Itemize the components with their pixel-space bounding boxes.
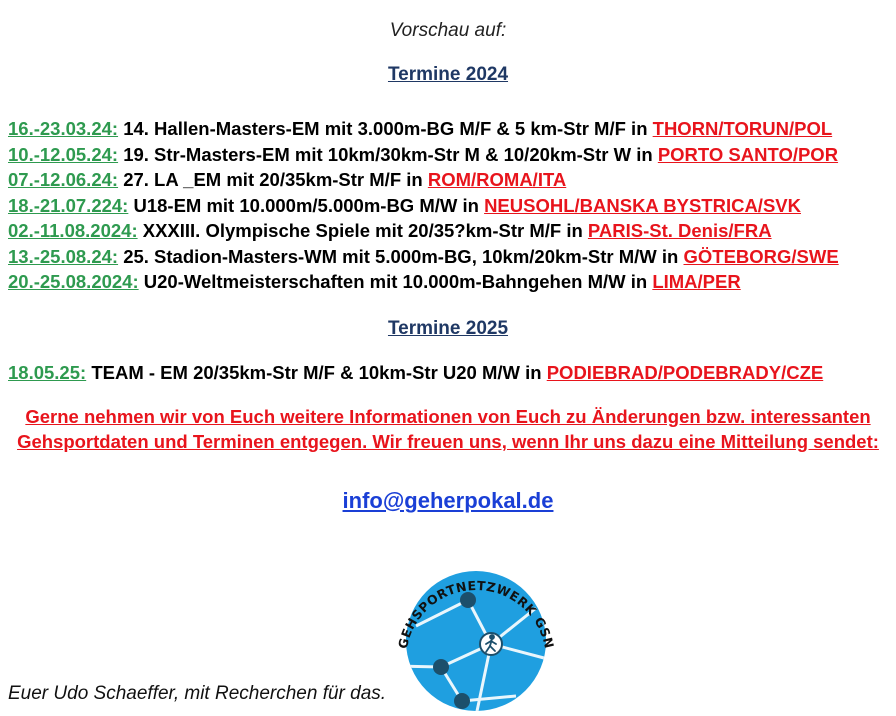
event-row <box>8 269 888 295</box>
event-date: 07.-12.06.24: <box>8 169 119 190</box>
event-row <box>8 218 888 244</box>
event-description: 14. Hallen-Masters-EM mit 3.000m-BG M/F & 5 km-Str M/F in <box>118 118 653 139</box>
notice-text <box>0 404 896 454</box>
event-date: 20.-25.08.2024: <box>8 271 139 292</box>
event-row <box>8 360 888 386</box>
event-place-link[interactable]: THORN/TORUN/POL <box>652 118 833 139</box>
event-date: 10.-12.05.24: <box>8 143 119 165</box>
notice-line-1: Gerne nehmen wir von Euch weitere Informationen von Euch zu Änderungen bzw. interessanten <box>25 406 871 427</box>
event-date: 13.-25.08.24: <box>8 245 119 267</box>
event-place-link[interactable]: LIMA/PER <box>652 271 741 292</box>
event-description: U20-Weltmeisterschaften mit 10.000m-Bahngehen M/W in <box>138 271 653 292</box>
event-row <box>8 167 888 193</box>
events-2024-list <box>8 116 888 295</box>
event-place-link[interactable]: ROM/ROMA/ITA <box>427 169 567 190</box>
event-description: TEAM - EM 20/35km-Str M/F & 10km-Str U20 M/W in <box>86 362 547 383</box>
event-row <box>8 142 888 168</box>
contact-email-link[interactable]: info@geherpokal.de <box>342 488 554 513</box>
event-date: 18.-21.07.224: <box>8 194 129 216</box>
event-date: 16.-23.03.24: <box>8 118 119 139</box>
event-date: 18.05.25: <box>8 362 87 383</box>
event-place-link[interactable]: PODIEBRAD/PODEBRADY/CZE <box>546 362 824 383</box>
event-description: 19. Str-Masters-EM mit 10km/30km-Str M & 10/20km-Str W in <box>118 143 658 165</box>
event-date: 02.-11.08.2024: <box>8 220 138 241</box>
event-place-link[interactable]: PORTO SANTO/POR <box>657 143 839 165</box>
event-description: 27. LA _EM mit 20/35km-Str M/F in <box>118 169 428 190</box>
walker-network-logo-icon <box>376 536 572 712</box>
heading-2025: Termine 2025 <box>387 318 509 339</box>
signature: Euer Udo Schaeffer, mit Recherchen für das. <box>8 683 387 704</box>
heading-2024: Termine 2024 <box>387 64 509 85</box>
event-row <box>8 193 888 219</box>
event-description: 25. Stadion-Masters-WM mit 5.000m-BG, 10km/20km-Str M/W in <box>118 245 684 267</box>
events-2025-list <box>8 360 888 386</box>
notice-line-2: Gehsportdaten und Terminen entgegen. Wir freuen uns, wenn Ihr uns dazu eine Mitteilung sendet: <box>17 431 879 452</box>
event-description: U18-EM mit 10.000m/5.000m-BG M/W in <box>128 194 485 216</box>
preview-label: Vorschau auf: <box>389 20 507 41</box>
event-row <box>8 116 888 142</box>
event-description: XXXIII. Olympische Spiele mit 20/35?km-Str M/F in <box>137 220 588 241</box>
event-place-link[interactable]: GÖTEBORG/SWE <box>683 245 839 267</box>
event-place-link[interactable]: NEUSOHL/BANSKA BYSTRICA/SVK <box>484 194 801 216</box>
event-place-link[interactable]: PARIS-St. Denis/FRA <box>587 220 772 241</box>
event-row <box>8 244 888 270</box>
logo-text: GEHSPORTNETZWERK GSN <box>394 577 558 651</box>
